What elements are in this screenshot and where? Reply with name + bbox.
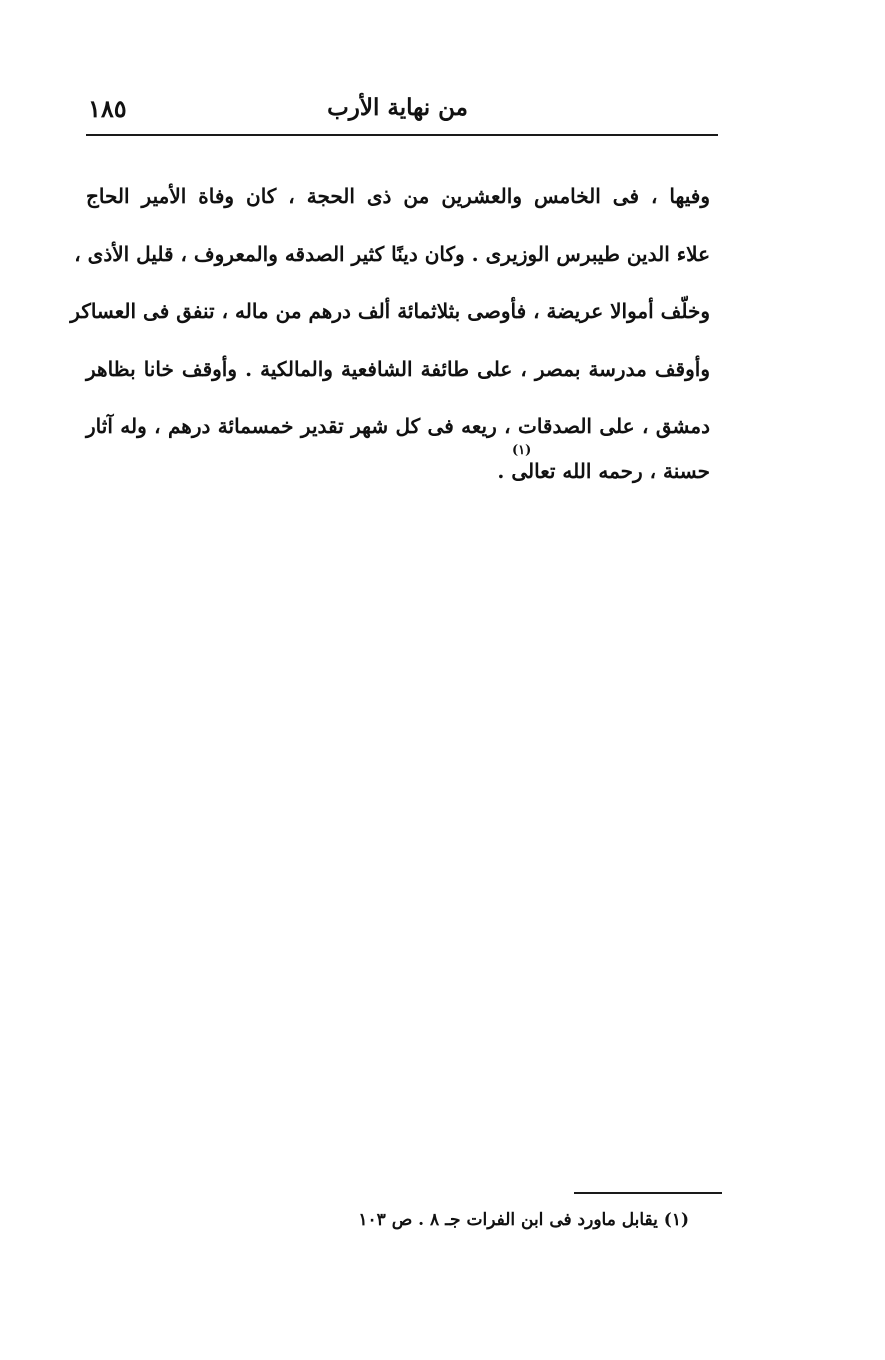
text-line: وخلّف أموالا عريضة ، فأوصى بثلاثمائة ألف درهم من ماله ، تنفق فى العساكر bbox=[70, 299, 710, 323]
text-line: حسنة ، رحمه الله تعالى . bbox=[497, 458, 710, 483]
footnote-marker: (١) bbox=[512, 443, 532, 458]
page-number: ١٨٥ bbox=[88, 94, 127, 123]
text-line: وفيها ، فى الخامس والعشرين من ذى الحجة ، كان وفاة الأمير الحاج bbox=[86, 184, 710, 208]
running-title: من نهاية الأرب bbox=[327, 94, 468, 121]
text-line: دمشق ، على الصدقات ، ريعه فى كل شهر تقدير خمسمائة درهم ، وله آثار bbox=[86, 414, 710, 438]
text-line: وأوقف مدرسة بمصر ، على طائفة الشافعية والمالكية . وأوقف خانا بظاهر bbox=[86, 356, 710, 381]
footnote-rule bbox=[574, 1192, 722, 1194]
body-text bbox=[70, 168, 710, 486]
page-header bbox=[88, 92, 716, 132]
footnote: (١) يقابل ماورد فى ابن الفرات جـ ٨ . ص ١٠٣ bbox=[358, 1210, 689, 1230]
text-line: علاء الدين طيبرس الوزيرى . وكان دينًا كثير الصدقه والمعروف ، قليل الأذى ، bbox=[74, 241, 710, 266]
header-rule bbox=[86, 134, 718, 136]
